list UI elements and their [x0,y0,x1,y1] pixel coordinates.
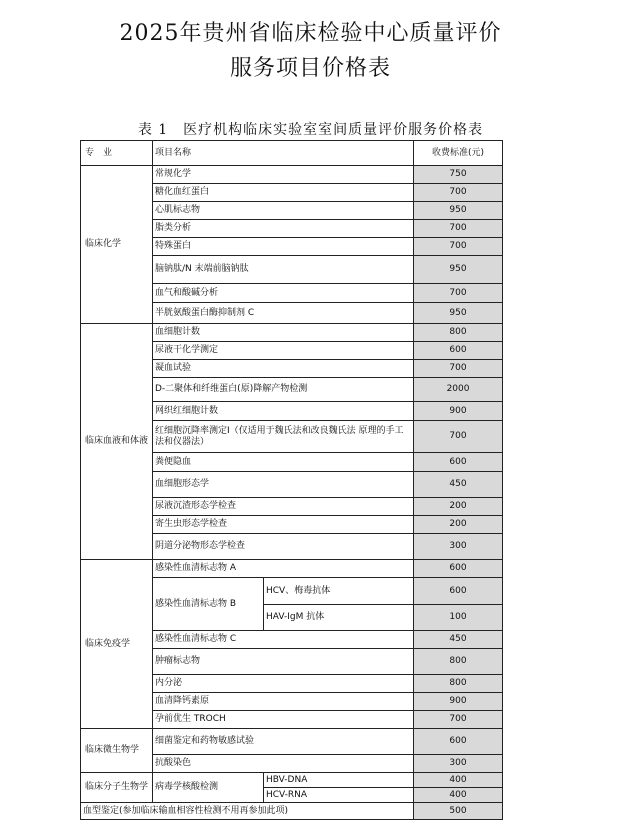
table-row [81,773,503,788]
item-fee: 200 [414,516,503,534]
item-name: 寄生虫形态学检查 [153,516,414,534]
item-fee: 400 [414,773,503,788]
category-microbiology: 临床微生物学 [81,729,153,773]
item-name: 网织红细胞计数 [153,402,414,421]
item-fee: 700 [414,711,503,729]
item-fee: 700 [414,284,503,303]
item-name: 粪便隐血 [153,453,414,472]
item-name: 脑钠肽/N 末端前脑钠肽 [153,256,414,284]
price-table [80,140,503,820]
table-row [81,324,503,342]
item-fee: 700 [414,360,503,378]
item-name: 孕前优生 TROCH [153,711,414,729]
category-hematology: 临床血液和体液 [81,324,153,560]
header-fee: 收费标准(元) [414,141,503,166]
item-name: 细菌鉴定和药物敏感试验 [153,729,414,755]
item-fee: 600 [414,453,503,472]
item-fee: 500 [414,803,503,820]
category-immunology: 临床免疫学 [81,560,153,729]
item-fee: 900 [414,693,503,711]
item-name: 血清降钙素原 [153,693,414,711]
item-fee: 2000 [414,378,503,402]
item-fee: 700 [414,220,503,238]
item-name: 脂类分析 [153,220,414,238]
item-fee: 800 [414,324,503,342]
table-caption: 表 1 医疗机构临床实验室室间质量评价服务价格表 [137,122,484,138]
table-row [81,803,503,820]
item-fee: 700 [414,421,503,453]
item-fee: 900 [414,402,503,421]
item-fee: 400 [414,788,503,803]
item-fee: 450 [414,631,503,649]
item-fee: 100 [414,605,503,631]
item-fee: 950 [414,202,503,220]
item-name: 血细胞形态学 [153,472,414,498]
table-row [81,166,503,184]
item-name: 病毒学核酸检测 [153,773,264,803]
item-name: 阴道分泌物形态学检查 [153,534,414,560]
document-title-line2: 服务项目价格表 [229,56,391,81]
item-fee: 950 [414,256,503,284]
item-fee: 600 [414,342,503,360]
table-row [81,560,503,578]
document-title-line1: 2025年贵州省临床检验中心质量评价 [119,21,502,46]
item-name: 心肌标志物 [153,202,414,220]
item-name: 肿瘤标志物 [153,649,414,675]
item-fee: 600 [414,578,503,605]
item-fee: 700 [414,184,503,202]
item-fee: 200 [414,498,503,516]
table-header-row [81,141,503,166]
item-name: 血细胞计数 [153,324,414,342]
item-name: 凝血试验 [153,360,414,378]
item-fee: 700 [414,238,503,256]
item-name: 内分泌 [153,675,414,693]
item-fee: 300 [414,755,503,773]
item-name: 尿液干化学测定 [153,342,414,360]
item-fee: 600 [414,729,503,755]
item-fee: 950 [414,303,503,324]
item-fee: 750 [414,166,503,184]
item-name: 血型鉴定(参加临床输血相容性检测不用再参加此项) [81,803,414,820]
item-name: 半胱氨酸蛋白酶抑制剂 C [153,303,414,324]
item-fee: 600 [414,560,503,578]
sub-item-name: HAV-IgM 抗体 [264,605,414,631]
item-name: 尿液沉渣形态学检查 [153,498,414,516]
header-item: 项目名称 [153,141,414,166]
item-name: 特殊蛋白 [153,238,414,256]
item-fee: 800 [414,675,503,693]
category-chemistry: 临床化学 [81,166,153,324]
item-name: 糖化血红蛋白 [153,184,414,202]
item-fee: 300 [414,534,503,560]
header-specialty: 专 业 [81,141,153,166]
category-molecular: 临床分子生物学 [81,773,153,803]
sub-item-name: HCV、梅毒抗体 [264,578,414,605]
item-name: 血气和酸碱分析 [153,284,414,303]
item-name: 感染性血清标志物 C [153,631,414,649]
sub-item-name: HCV-RNA [264,788,414,803]
item-name: 抗酸染色 [153,755,414,773]
item-fee: 450 [414,472,503,498]
item-name: 红细胞沉降率测定Ⅰ（仅适用于魏氏法和改良魏氏法 原理的手工法和仪器法） [153,421,414,453]
item-name: 常规化学 [153,166,414,184]
item-name: D-二聚体和纤维蛋白(原)降解产物检测 [153,378,414,402]
item-name: 感染性血清标志物 A [153,560,414,578]
item-name: 感染性血清标志物 B [153,578,264,631]
sub-item-name: HBV-DNA [264,773,414,788]
table-row [81,729,503,755]
item-fee: 800 [414,649,503,675]
